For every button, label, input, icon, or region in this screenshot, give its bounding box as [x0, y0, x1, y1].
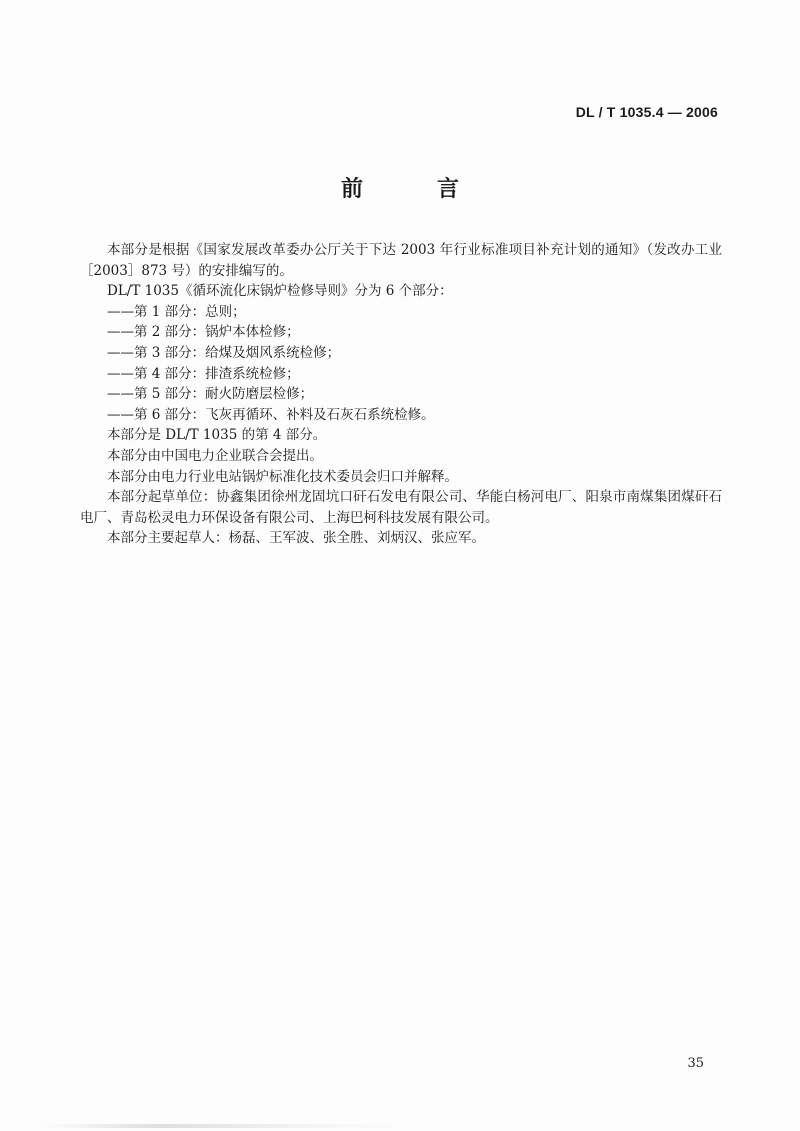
standard-code: DL / T 1035.4 — 2006 [575, 104, 718, 120]
list-item-part-5: ——第 5 部分：耐火防磨层检修； [107, 386, 314, 403]
paragraph-drafters: 本部分主要起草人：杨磊、王军波、张全胜、刘炳汉、张应军。 [107, 530, 485, 547]
list-item-part-1: ——第 1 部分：总则； [107, 303, 246, 320]
foreword-body [80, 240, 722, 549]
page-title: 前 言 [340, 177, 485, 202]
list-item-part-2: ——第 2 部分：锅炉本体检修； [107, 324, 300, 341]
scan-artifact [40, 1124, 400, 1128]
paragraph-drafting-units: 本部分起草单位：协鑫集团徐州龙固坑口矸石发电有限公司、华能白杨河电厂、阳泉市南煤集团煤矸石电厂、青岛松灵电力环保设备有限公司、上海巴柯科技发展有限公司。 [80, 489, 722, 526]
paragraph-basis: 本部分是根据《国家发展改革委办公厅关于下达 2003 年行业标准项目补充计划的通知》（发改办工业［2003］873 号）的安排编写的。 [80, 242, 722, 279]
paragraph-proposer: 本部分由中国电力企业联合会提出。 [107, 447, 323, 464]
page-number: 35 [687, 1056, 704, 1071]
list-item-part-3: ——第 3 部分：给煤及烟风系统检修； [107, 344, 341, 361]
list-item-part-4: ——第 4 部分：排渣系统检修； [107, 365, 300, 382]
list-item-part-6: ——第 6 部分：飞灰再循环、补料及石灰石系统检修。 [107, 406, 435, 423]
paragraph-parts-intro: DL/T 1035《循环流化床锅炉检修导则》分为 6 个部分： [107, 283, 453, 300]
paragraph-responsible-committee: 本部分由电力行业电站锅炉标准化技术委员会归口并解释。 [107, 468, 458, 485]
paragraph-part-number: 本部分是 DL/T 1035 的第 4 部分。 [107, 427, 327, 444]
